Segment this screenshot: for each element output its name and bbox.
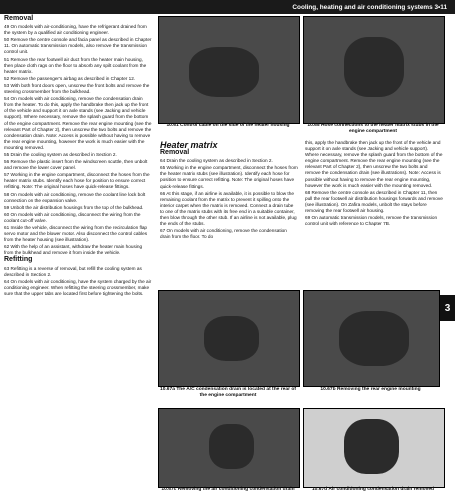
caption-10-61: 10.61 Control cable on the side of the heater housing [166,123,290,128]
photo-condensation-drain-location [158,290,300,387]
paragraph: 51 Remove the rear footwell air duct from the heater main housing, then place cloth rags on the floor to absorb any spilt coolant from the heater matrix. [4,56,147,74]
paragraph: 64 On models with air conditioning, have the system charged by the air conditioning engineer. When refitting the steering crossmember, make sure that the upper tabs are located first before tightening the bolts. [4,278,152,296]
photo-rear-engine-mounting [303,290,440,387]
running-header [0,0,455,14]
paragraph: 54 On models with air conditioning, remove the condensation drain from the heater. To do this, apply the handbrake then jack up the front of the vehicle and support it on axle stands (see Jacking and vehicle support). Where necessary, remove the splash guard from the bottom of the engine compartment. Remove the rear engine mounting (see the relevant Part of Chapter 2), then unscrew the two bolts and remove the condensation drain. Note: Access is possible without having to remove the rear engine mounting, however the work is much easier with the mounting removed. [4,96,152,150]
paragraph: 60 On models with air conditioning, disconnect the wiring from the coolant cut-off valve. [4,211,141,223]
photo-control-cable [158,16,300,124]
removal-heading: Removal [160,149,190,157]
caption-10-67a: 10.67a The A/C condensation drain is located at the rear of the engine compartment [160,387,296,398]
header-text: Cooling, heating and air conditioning systems 3•11 [292,3,447,11]
paragraph: 68 Remove the centre console as described in Chapter 11, then pull the rear footwell air distribution housings forwards and remove (see illustration). On Zafira models, unbolt the stays before removing the rear footwell air housing. [305,189,443,214]
chapter-number: 3 [444,302,451,314]
section-title: Heater matrix [160,140,218,150]
photo-removing-drain [158,408,300,488]
paragraph: 52 Remove the passenger's airbag as described in Chapter 12. [4,75,136,81]
removal-heading: Removal [4,15,34,22]
paragraph: 58 On models with air conditioning, remove the coolant line lock bolt connection on the expansion valve. [4,191,146,203]
paragraph: 69 On automatic transmission models, remove the transmission control unit with reference to Chapter 7B. [305,215,438,227]
caption-10-65: 10.65 Hose connections to the heater matrix stubs in the engine compartment [307,123,439,134]
paragraph: 66 At this stage, if an airline is available, it is possible to blow the remaining coolant from the matrix to prevent it spilling onto the interior carpet when the matrix is removed. Connect a drain tube to one of the matrix stubs with its free end in a suitable container, then blow through the other stub. If an airline is not available, plug the ends of the stubs. [160,190,297,227]
paragraph: 63 Refitting is a reverse of removal, but refill the cooling system as described in Section 2. [4,265,142,277]
refitting-heading: Refitting [4,256,33,264]
photo-drain-removed [303,408,445,488]
paragraph: 59 Unbolt the air distribution housings from the top of the bulkhead. [4,204,144,210]
caption-10-67b: 10.67b Removing the rear engine mounting [320,387,421,392]
paragraph: 53 With both front doors open, unscrew the front bolts and remove the steering crossmember from the bulkhead. [4,82,150,95]
paragraph: 49 On models with air-conditioning, have the refrigerant drained from the system by a qualified air conditioning engineer. [4,24,147,36]
chapter-tab [440,295,455,321]
paragraph: 50 Remove the centre console and facia panel as described in Chapter 11. On automatic transmission models, also remove the transmission control unit. [4,37,152,55]
column-right [305,140,443,228]
paragraph: 56 Remove the plastic insert from the windscreen scuttle, then unbolt and remove the lower cover panel. [4,159,148,171]
paragraph: 64 Drain the cooling system as described in Section 2. [160,158,273,164]
photo-hose-connections [303,16,445,124]
caption-10-67d: 10.67d Air conditioning condensation drain removed [311,487,435,492]
paragraph: this, apply the handbrake then jack up the front of the vehicle and support it on axle stands (see Jacking and vehicle support). Where necessary, remove the splash guard from the bottom of the engine compartment. Remove the rear engine mounting (see the relevant Part of Chapter 2), then unscrew the two bolts and remove the condensation drain (see illustrations). Note: Access is possible without having to remove the rear engine mounting, however the work is much easier with the mounting removed. [305,140,443,188]
paragraph: 67 On models with air conditioning, remove the condensation drain from the floor. To do [160,228,287,240]
caption-10-67c: 10.67c Removing the air conditioning condensation drain [161,487,295,492]
column-left [4,15,152,298]
paragraph: 61 Inside the vehicle, disconnect the wiring from the recirculation flap servo motor and the blower motor. Also disconnect the control cables from the heater housing (see illustration). [4,225,148,243]
paragraph: 62 With the help of an assistant, withdraw the heater main housing from the bulkhead and remove it from inside the vehicle. [4,244,143,256]
paragraph: 55 Drain the cooling system as described in Section 2. [4,151,117,157]
column-middle [160,140,298,241]
paragraph: 57 Working in the engine compartment, disconnect the hoses from the heater matrix stubs. Identify each hose for position to ensure correct refitting. Note: The original hoses have quick-release fittings. [4,172,150,190]
paragraph: 65 Working in the engine compartment, disconnect the hoses from the heater matrix stubs (see illustration). Identify each hose for position to ensure correct refitting. Note: The original hoses have quick-release fittings. [160,165,298,189]
